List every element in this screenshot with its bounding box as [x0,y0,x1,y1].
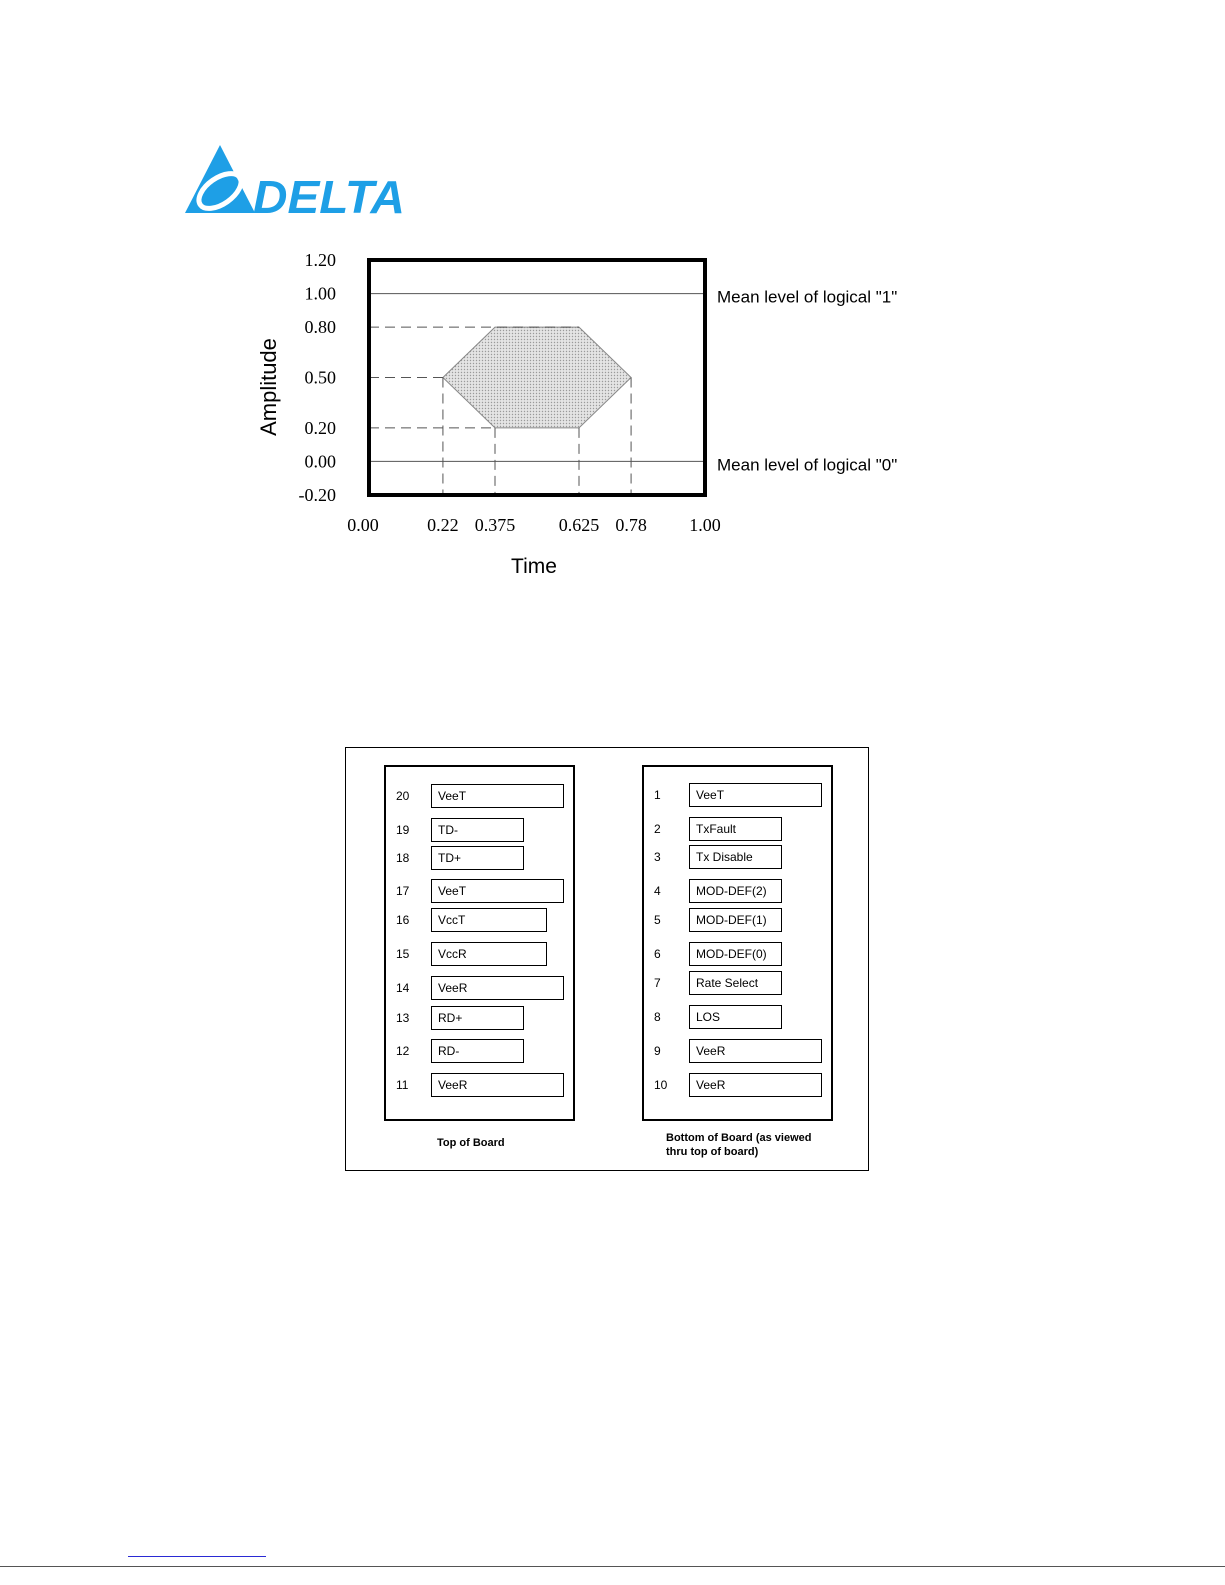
pin-label: Rate Select [689,971,782,995]
footer-rule [0,1566,1225,1567]
bottom-pin-6 [644,942,831,968]
y-tick-label: 0.80 [304,317,336,338]
pin-label: TD- [431,818,524,842]
top-of-board [384,765,575,1121]
pin-number: 8 [654,1010,661,1024]
top-pin-16 [386,908,573,934]
x-tick-label: 0.00 [347,515,379,535]
x-tick-label: 0.375 [474,515,516,535]
eye-mask-region [443,327,631,428]
bottom-pin-5 [644,908,831,934]
pin-label: MOD-DEF(1) [689,908,782,932]
delta-logo [183,143,408,215]
pin-label: TxFault [689,817,782,841]
footer-link-underline[interactable] [128,1556,266,1557]
pin-number: 11 [396,1078,409,1092]
pin-label: VeeR [689,1039,822,1063]
eye-mask-diagram [250,245,930,585]
bottom-caption-line2: thru top of board) [666,1146,759,1158]
top-pin-17 [386,879,573,905]
pin-label: VccR [431,942,547,966]
x-tick-label: 0.78 [615,515,647,535]
pin-label: Tx Disable [689,845,782,869]
top-pin-11 [386,1073,573,1099]
pin-label: VeeT [689,783,822,807]
y-tick-label: 1.20 [304,250,336,270]
y-tick-label: 1.00 [304,283,336,304]
logo-triangle [185,145,255,213]
bottom-of-board [642,765,833,1121]
pin-number: 4 [654,884,661,898]
logo-text: DELTA [253,171,405,215]
pin-number: 5 [654,913,661,927]
y-tick-label: 0.20 [304,417,336,438]
y-tick-label: 0.00 [304,451,336,472]
pin-number: 3 [654,850,661,864]
pin-number: 10 [654,1078,668,1092]
pin-label: VeeR [689,1073,822,1097]
pin-number: 13 [396,1011,410,1025]
pin-label: VeeT [431,784,564,808]
pin-number: 9 [654,1044,661,1058]
pin-label: RD+ [431,1006,524,1030]
x-tick-label: 0.22 [427,515,459,535]
x-axis-label: Time [511,555,557,578]
pin-label: VeeR [431,976,564,1000]
mean-zero-label: Mean level of logical "0" [717,455,898,475]
y-tick-label: -0.20 [298,485,336,505]
bottom-pin-4 [644,879,831,905]
top-pin-18 [386,846,573,872]
x-tick-label: 1.00 [689,515,721,535]
pin-number: 16 [396,913,410,927]
pin-number: 12 [396,1044,410,1058]
bottom-pin-8 [644,1005,831,1031]
pin-number: 18 [396,851,410,865]
bottom-caption-line1: Bottom of Board (as viewed [666,1132,812,1144]
top-pin-13 [386,1006,573,1032]
pin-number: 2 [654,822,661,836]
top-pin-15 [386,942,573,968]
bottom-pin-9 [644,1039,831,1065]
bottom-pin-3 [644,845,831,871]
pin-number: 20 [396,789,410,803]
pin-number: 17 [396,884,410,898]
bottom-pin-2 [644,817,831,843]
bottom-pin-1 [644,783,831,809]
pin-label: VccT [431,908,547,932]
pin-label: LOS [689,1005,782,1029]
top-board-caption: Top of Board [437,1137,505,1149]
pin-label: VeeT [431,879,564,903]
pin-label: TD+ [431,846,524,870]
y-tick-label: 0.50 [304,367,336,388]
bottom-board-caption [666,1131,811,1159]
pin-label: MOD-DEF(2) [689,879,782,903]
pin-number: 14 [396,981,410,995]
bottom-pin-10 [644,1073,831,1099]
top-pin-14 [386,976,573,1002]
pin-label: RD- [431,1039,524,1063]
pin-number: 1 [654,788,661,802]
pin-number: 7 [654,976,661,990]
pin-number: 15 [396,947,410,961]
top-pin-12 [386,1039,573,1065]
pin-label: VeeR [431,1073,564,1097]
pin-label: MOD-DEF(0) [689,942,782,966]
y-axis-label: Amplitude [256,338,281,436]
pin-number: 19 [396,823,410,837]
pin-number: 6 [654,947,661,961]
pinout-diagram [345,747,869,1171]
top-pin-19 [386,818,573,844]
mean-one-label: Mean level of logical "1" [717,287,898,307]
x-tick-label: 0.625 [558,515,600,535]
top-pin-20 [386,784,573,810]
bottom-pin-7 [644,971,831,997]
